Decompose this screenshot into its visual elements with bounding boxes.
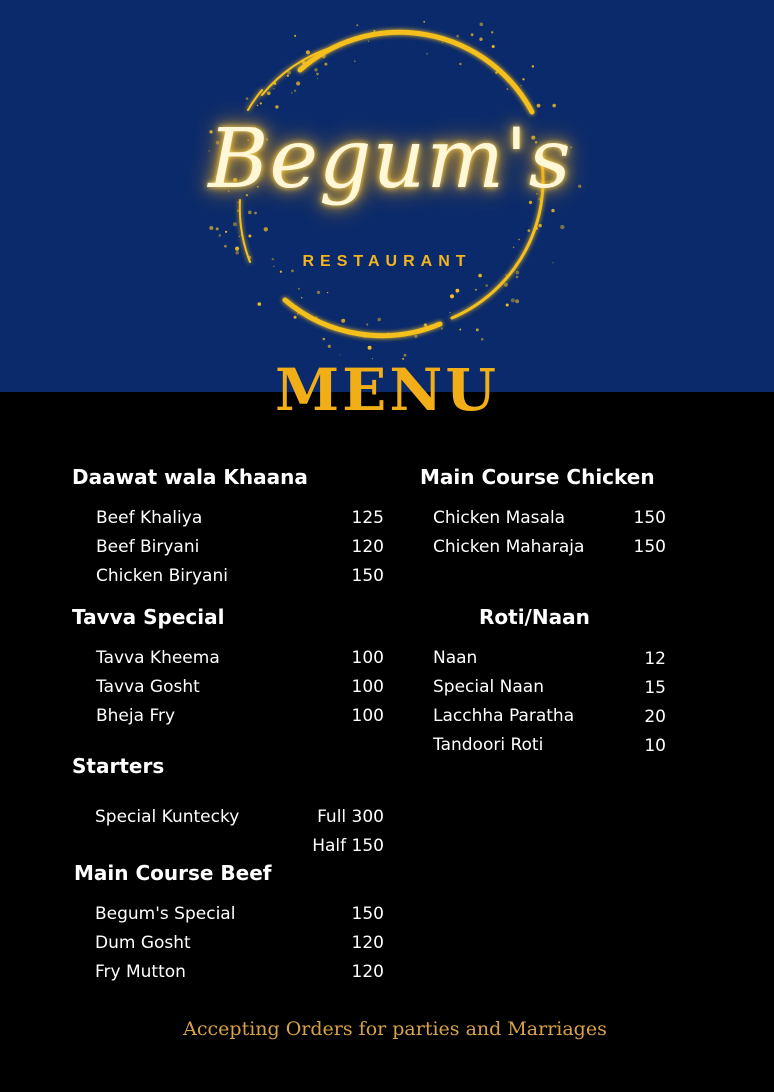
gold-speck <box>423 21 425 23</box>
gold-speck <box>516 271 520 275</box>
section-title-roti: Roti/Naan <box>479 605 590 629</box>
gold-speck <box>341 319 345 323</box>
gold-speck <box>209 226 213 230</box>
gold-speck <box>291 92 292 93</box>
gold-speck <box>297 313 298 314</box>
gold-speck <box>551 209 554 212</box>
gold-speck <box>364 336 366 338</box>
gold-speck <box>506 88 508 90</box>
menu-item-price: 100 <box>351 648 384 668</box>
menu-item-name: Naan <box>433 648 478 668</box>
gold-speck <box>322 55 326 59</box>
gold-speck <box>368 346 372 350</box>
gold-speck <box>248 256 251 259</box>
gold-speck <box>246 97 249 100</box>
gold-speck <box>475 289 477 291</box>
menu-item-name: Fry Mutton <box>95 962 186 982</box>
menu-item-name: Beef Khaliya <box>96 508 203 528</box>
gold-speck <box>456 35 459 38</box>
gold-speck <box>471 33 474 36</box>
gold-speck <box>516 276 519 279</box>
gold-speck <box>449 312 450 313</box>
gold-speck <box>388 332 389 333</box>
gold-speck <box>328 345 331 348</box>
gold-speck <box>426 53 428 55</box>
menu-title: MENU <box>274 356 499 424</box>
gold-speck <box>492 45 495 48</box>
gold-speck <box>296 81 300 85</box>
menu-item-price: 15 <box>644 678 666 698</box>
gold-speck <box>356 24 358 26</box>
gold-speck <box>287 75 289 77</box>
gold-speck <box>219 234 222 237</box>
gold-speck <box>515 299 519 303</box>
gold-speck <box>327 292 328 293</box>
menu-item-price: 120 <box>351 537 384 557</box>
gold-speck <box>248 235 251 238</box>
section-title-tavva: Tavva Special <box>72 605 225 629</box>
gold-speck <box>442 42 443 43</box>
gold-speck <box>260 102 262 104</box>
gold-speck <box>257 105 258 106</box>
menu-item-name: Tavva Kheema <box>96 648 220 668</box>
menu-item-name: Special Naan <box>433 677 544 697</box>
gold-speck <box>506 304 509 307</box>
logo-script-name: Begum's <box>208 112 572 207</box>
gold-speck <box>480 23 484 27</box>
gold-speck <box>317 291 320 294</box>
gold-speck <box>513 247 515 249</box>
gold-speck <box>316 316 317 317</box>
section-title-daawat: Daawat wala Khaana <box>72 465 308 489</box>
gold-speck <box>532 65 534 67</box>
gold-speck <box>528 229 531 232</box>
gold-speck <box>264 227 268 231</box>
menu-item-price: 120 <box>351 962 384 982</box>
gold-speck <box>459 63 461 65</box>
gold-speck <box>354 61 356 63</box>
gold-speck <box>424 323 427 326</box>
menu-item-price: 20 <box>644 707 666 727</box>
gold-speck <box>456 289 460 293</box>
section-title-chicken: Main Course Chicken <box>420 465 655 489</box>
gold-speck <box>535 226 537 228</box>
gold-speck <box>552 104 556 108</box>
gold-speck <box>522 78 524 80</box>
gold-speck <box>302 60 306 64</box>
menu-item-name: Chicken Maharaja <box>433 537 585 557</box>
gold-speck <box>287 71 291 75</box>
gold-speck <box>478 274 482 278</box>
gold-speck <box>248 211 252 215</box>
gold-speck <box>476 328 479 331</box>
gold-speck <box>216 227 219 230</box>
gold-speck <box>511 298 515 302</box>
gold-speck <box>233 222 237 226</box>
gold-speck <box>368 41 369 42</box>
logo-subtitle: RESTAURANT <box>302 253 472 270</box>
gold-speck <box>520 85 521 86</box>
gold-speck <box>235 247 239 251</box>
gold-speck <box>531 238 533 240</box>
menu-item-price: 10 <box>644 736 666 756</box>
section-title-beef: Main Course Beef <box>74 861 272 885</box>
gold-speck <box>479 38 482 41</box>
menu-item-price: 125 <box>351 508 384 528</box>
menu-item-price: Full 300 <box>317 807 384 827</box>
menu-item-name: Lacchha Paratha <box>433 706 575 726</box>
menu-item-price: 150 <box>633 537 666 557</box>
gold-speck <box>306 50 310 54</box>
gold-speck <box>237 210 239 212</box>
gold-speck <box>441 327 443 329</box>
menu-item-price: 150 <box>351 904 384 924</box>
menu-item-price: Half 150 <box>312 836 384 856</box>
gold-speck <box>239 236 240 237</box>
gold-speck <box>301 297 302 298</box>
menu-item-name: Chicken Masala <box>433 508 566 528</box>
menu-item-price: 150 <box>351 566 384 586</box>
gold-speck <box>414 335 417 338</box>
gold-speck <box>324 63 327 66</box>
gold-speck <box>314 68 317 71</box>
gold-speck <box>298 288 300 290</box>
gold-speck <box>518 239 520 241</box>
gold-speck <box>316 73 319 76</box>
gold-speck <box>495 72 497 74</box>
gold-speck <box>560 225 564 229</box>
gold-speck <box>366 323 368 325</box>
gold-speck <box>552 262 553 263</box>
menu-item-name: Bheja Fry <box>96 706 176 726</box>
gold-speck <box>539 224 542 227</box>
menu-item-name: Dum Gosht <box>95 933 191 953</box>
gold-speck <box>254 212 257 215</box>
menu-item-price: 120 <box>351 933 384 953</box>
menu-item-price: 12 <box>644 649 666 669</box>
gold-speck <box>294 316 297 319</box>
gold-speck <box>504 283 508 287</box>
gold-speck <box>481 338 484 341</box>
gold-speck <box>450 294 454 298</box>
gold-speck <box>273 88 274 89</box>
gold-speck <box>505 274 507 276</box>
menu-item-name: Special Kuntecky <box>95 807 240 827</box>
gold-speck <box>294 35 296 37</box>
gold-speck <box>491 31 493 33</box>
menu-item-name: Beef Biryani <box>96 537 200 557</box>
gold-speck <box>235 251 239 255</box>
gold-speck <box>323 338 326 341</box>
menu-item-price: 150 <box>633 508 666 528</box>
gold-speck <box>267 92 271 96</box>
gold-speck <box>373 30 375 32</box>
gold-speck <box>294 90 296 92</box>
menu-item-name: Chicken Biryani <box>96 566 228 586</box>
gold-speck <box>275 105 278 108</box>
gold-speck <box>258 302 262 306</box>
gold-speck <box>317 78 318 79</box>
menu-item-price: 100 <box>351 706 384 726</box>
gold-speck <box>274 82 277 85</box>
gold-speck <box>377 318 381 322</box>
gold-speck <box>459 329 461 331</box>
gold-speck <box>241 235 242 236</box>
gold-speck <box>398 334 401 337</box>
gold-speck <box>225 231 227 233</box>
menu-item-name: Tavva Gosht <box>96 677 200 697</box>
footer-note: Accepting Orders for parties and Marriages <box>183 1018 607 1040</box>
gold-speck <box>537 104 541 108</box>
gold-speck <box>485 284 488 287</box>
menu-item-name: Tandoori Roti <box>433 735 544 755</box>
menu-item-name: Begum's Special <box>95 904 236 924</box>
gold-speck <box>224 245 227 248</box>
section-title-starters: Starters <box>72 754 165 778</box>
menu-item-price: 100 <box>351 677 384 697</box>
